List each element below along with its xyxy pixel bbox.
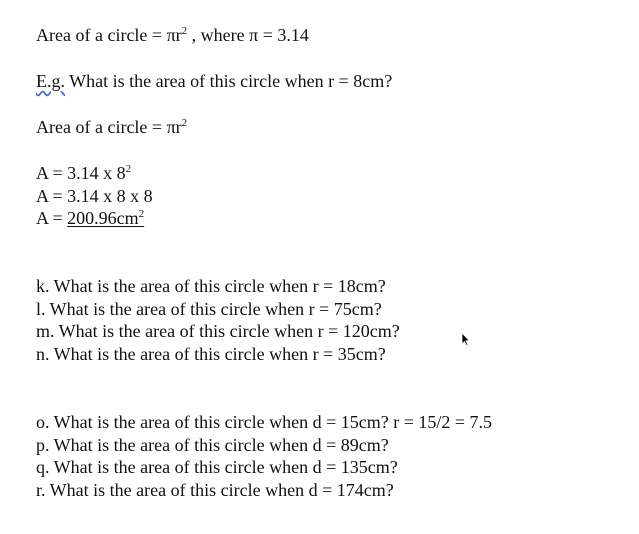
question-m: m. What is the area of this circle when r = 120cm? [36, 321, 400, 341]
example-label: E.g. [36, 71, 65, 91]
working-line-3 [36, 207, 144, 229]
restated-formula-line [36, 116, 187, 138]
question-p: p. What is the area of this circle when d = 89cm? [36, 435, 389, 455]
question-r: r. What is the area of this circle when d = 174cm? [36, 480, 394, 500]
example-line [36, 70, 392, 92]
question-n: n. What is the area of this circle when r = 35cm? [36, 344, 386, 364]
formula-rest: , where π = 3.14 [187, 25, 309, 45]
answer-number: 200.96cm [67, 208, 139, 228]
formula-exponent: 2 [181, 25, 188, 37]
working-line-2: A = 3.14 x 8 x 8 [36, 186, 153, 206]
restated-exponent: 2 [181, 117, 188, 129]
question-l: l. What is the area of this circle when r = 75cm? [36, 299, 382, 319]
working-line-1-text: A = 3.14 x 8 [36, 163, 126, 183]
answer-exponent: 2 [138, 208, 145, 220]
formula-line [36, 24, 309, 46]
example-question: What is the area of this circle when r = 8cm? [65, 71, 393, 91]
working-line-3-prefix: A = [36, 208, 68, 228]
working-line-1-exponent: 2 [125, 163, 132, 175]
formula-lhs: Area of a circle = πr [36, 25, 182, 45]
question-k: k. What is the area of this circle when r = 18cm? [36, 276, 386, 296]
answer-value [67, 208, 144, 228]
mouse-pointer-icon [461, 332, 471, 346]
question-q: q. What is the area of this circle when d = 135cm? [36, 457, 398, 477]
restated-lhs: Area of a circle = πr [36, 117, 182, 137]
question-o: o. What is the area of this circle when d = 15cm? r = 15/2 = 7.5 [36, 412, 492, 432]
working-line-1 [36, 162, 131, 184]
